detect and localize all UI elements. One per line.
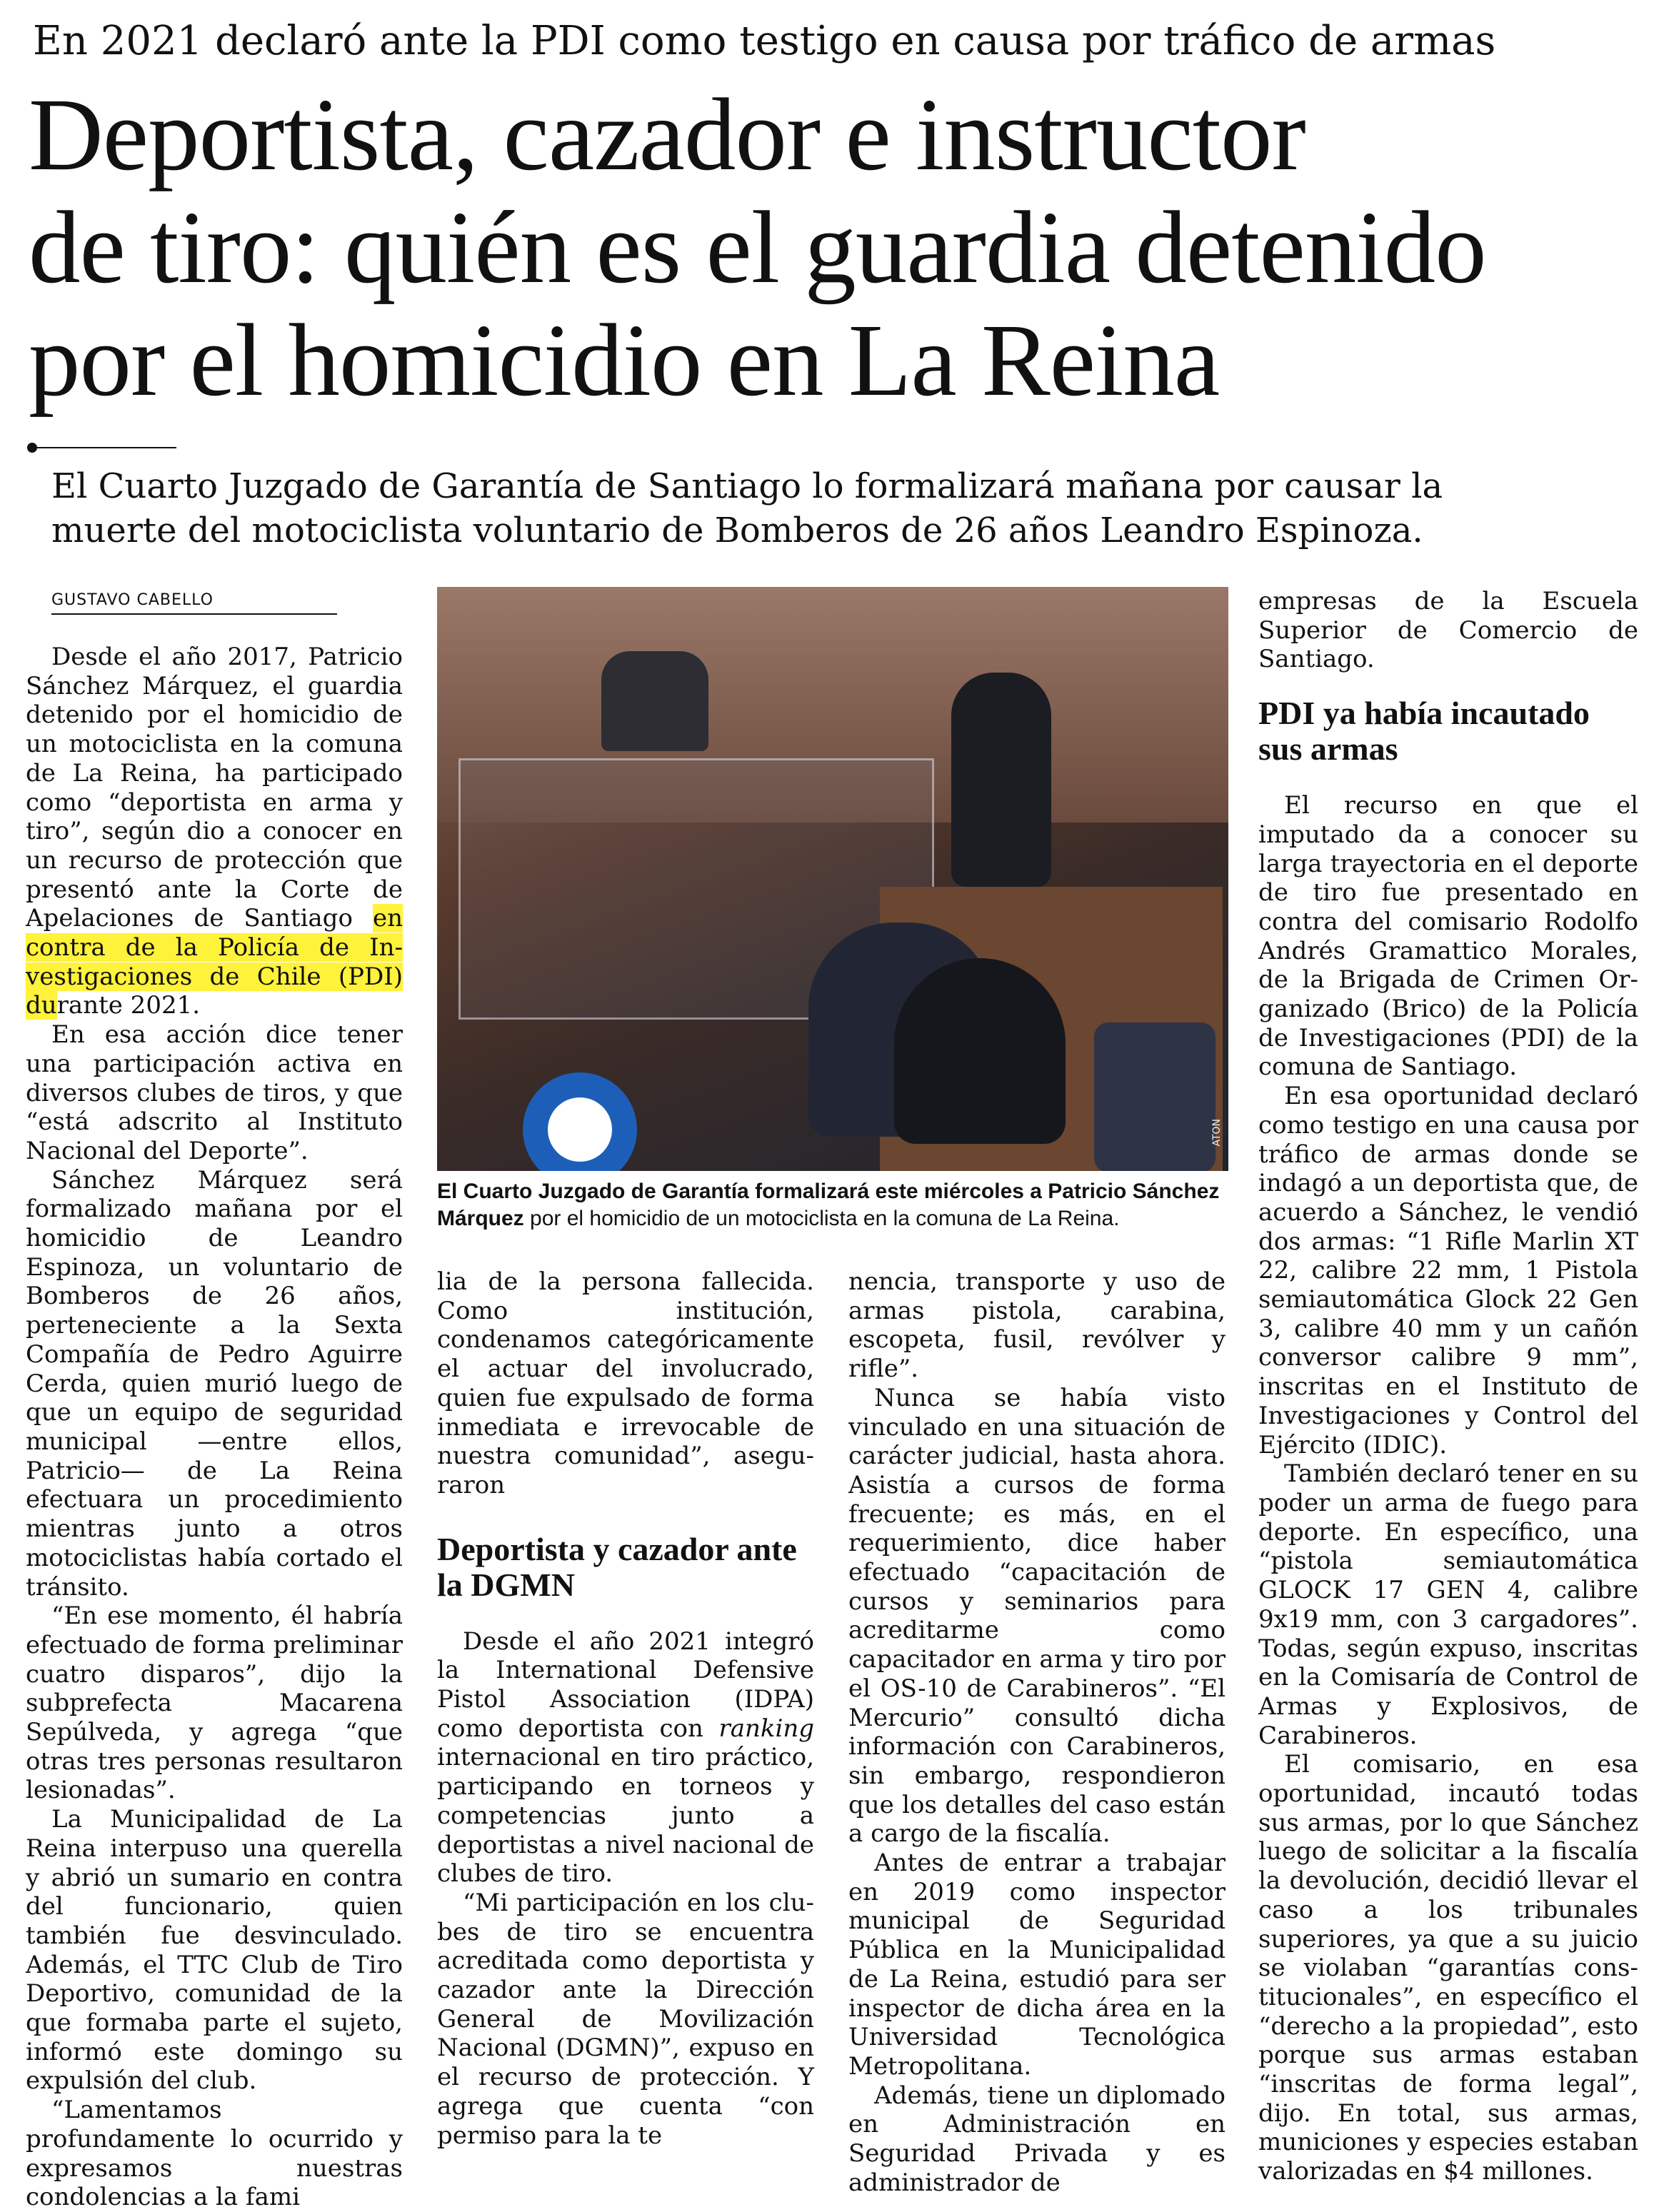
photo-credit: ATON bbox=[1211, 1119, 1223, 1147]
paragraph: El recurso en que el imputado da a conocer su larga trayectoria en el deporte de tiro fue presentado en contra del comisario Rodolfo Andrés Gramattico Morales, de la Brigada de Crimen Organizado (Brico) de la Policía de Investigaciones (PDI) de la comuna de Santiago. bbox=[1258, 791, 1638, 1082]
caption-bold: El Cuarto Juzgado de Garantía formalizará este miércoles a Patricio Sánchez Márquez bbox=[437, 1180, 1220, 1230]
paragraph: Antes de entrar a trabajar en 2019 como inspector municipal de Seguridad Pública en la Municipalidad de La Reina, estudió para ser inspector de dicha área en la Universidad Tecnológica Metropolitana. bbox=[848, 1849, 1226, 2081]
headline bbox=[29, 79, 1657, 417]
deck-line: El Cuarto Juzgado de Garantía de Santiago lo formalizará mañana por causar la bbox=[51, 466, 1443, 506]
caption-text: por el homicidio de un motociclista en la comuna de La Reina. bbox=[523, 1207, 1120, 1230]
kicker: En 2021 declaró ante la PDI como testigo en causa por tráfico de armas bbox=[33, 18, 1496, 64]
section-heading: Deportista y cazador ante la DGMN bbox=[437, 1530, 797, 1603]
rule-line bbox=[37, 447, 176, 448]
text-run: Desde el año 2021 integró la International Defensive Pistol Association (IDPA) como deportista con bbox=[437, 1627, 814, 1743]
paragraph: empresas de la Escuela Superior de Comercio de Santiago. bbox=[1258, 587, 1638, 674]
article-column-1 bbox=[26, 643, 403, 2212]
deck bbox=[51, 464, 1651, 553]
article-column-2 bbox=[437, 1267, 814, 2150]
paragraph bbox=[437, 1627, 814, 1889]
paragraph bbox=[26, 643, 403, 1020]
photo-sign-inner bbox=[548, 1097, 612, 1162]
text-run: rante 2021. bbox=[56, 991, 201, 1020]
text-run: internacional en tiro práctico, participando en torneos y competencias junto a deportistas a nivel nacional de clubes de tiro. bbox=[437, 1743, 814, 1889]
photo-judge bbox=[601, 651, 708, 751]
photo-officer bbox=[951, 673, 1051, 887]
headline-line: por el homicidio en La Reina bbox=[29, 303, 1220, 418]
paragraph: lia de la persona fallecida. Como institución, condenamos categóricamente el actuar del involucrado, quien fue expulsado de forma inmediata e irrevocable de nuestra comunidad”, aseguraron bbox=[437, 1267, 814, 1499]
rule-dot bbox=[27, 443, 37, 453]
paragraph: El comisario, en esa oportunidad, incautó todas sus armas, por lo que Sánchez luego de solicitar a la fiscalía la devolución, decidió llevar el caso a los tribunales superiores, ya que a su juicio se violaban “garantías constitucionales”, en específico el “derecho a la propiedad”, esto porque sus armas estaban “inscritas de forma legal”, dijo. En total, sus armas, municiones y especies estaban valorizadas en $4 millones. bbox=[1258, 1750, 1638, 2186]
section-heading: PDI ya había incautado sus armas bbox=[1258, 695, 1590, 768]
paragraph: Nunca se había visto vinculado en una situación de carácter judicial, hasta ahora. Asistía a cursos de forma frecuente; es más, en el requerimiento, dice haber efectuado “capacitación de cursos y seminarios para acreditarme como capacitador en arma y tiro por el OS-10 de Carabineros”. “El Mercurio” consultó dicha información con Carabineros, sin embargo, respondieron que los detalles del caso están a cargo de la fiscalía. bbox=[848, 1383, 1226, 1849]
headline-line: de tiro: quién es el guardia detenido bbox=[29, 191, 1486, 305]
paragraph: Sánchez Márquez será formalizado mañana por el homicidio de Leandro Espinoza, un voluntario de Bomberos de 26 años, perteneciente a la Sexta Compañía de Pedro Aguirre Cerda, quien murió luego de que un equipo de seguridad municipal —entre ellos, Patricio— de La Reina efectuara un procedimiento mientras junto a otros motociclistas había cortado el tránsito. bbox=[26, 1165, 403, 1602]
paragraph: “Lamentamos profundamente lo ocurrido y expresamos nuestras condolencias a la fami bbox=[26, 2096, 403, 2212]
headline-line: Deportista, cazador e instructor bbox=[29, 78, 1305, 192]
paragraph: También declaró tener en su poder un arma de fuego para deporte. En específico, una “pistola semiautomática GLOCK 17 GEN 4, calibre 9x19 mm, con 3 cargadores”. Todas, según expuso, inscritas en la Comisaría de Control de Armas y Explosivos, de Carabineros. bbox=[1258, 1459, 1638, 1750]
paragraph: En esa acción dice tener una participación activa en diversos clubes de tiros, y que “está adscrito al Instituto Nacional del Deporte”. bbox=[26, 1020, 403, 1165]
paragraph: La Municipalidad de La Reina interpuso una querella y abrió un sumario en contra del funcionario, quien también fue desvinculado. Además, el TTC Club de Tiro Deportivo, comunidad de la que formaba parte el sujeto, informó este domingo su expulsión del club. bbox=[26, 1805, 403, 2096]
deck-line: muerte del motociclista voluntario de Bomberos de 26 años Leandro Espinoza. bbox=[51, 511, 1423, 551]
photo-caption bbox=[437, 1178, 1230, 1232]
paragraph: “Mi participación en los clubes de tiro se encuentra acreditada como deportista y cazador ante la Dirección General de Movilización Nacional (DGMN)”, expuso en el recurso de protección. Y agrega que cuenta “con permiso para la te bbox=[437, 1888, 814, 2150]
paragraph: “En ese momento, él habría efectuado de forma preliminar cuatro disparos”, dijo la subprefecta Macarena Sepúlveda, y agrega “que otras tres personas resultaron lesionadas”. bbox=[26, 1602, 403, 1805]
paragraph: Además, tiene un diplomado en Administración en Seguridad Privada y es administrador de bbox=[848, 2081, 1226, 2197]
paragraph: nencia, transporte y uso de armas pistola, carabina, escopeta, fusil, revólver y rifle”. bbox=[848, 1267, 1226, 1384]
photo-chair bbox=[1094, 1022, 1216, 1171]
text-run: Desde el año 2017, Patricio Sánchez Márquez, el guardia detenido por el homicidio de un motociclista en la comuna de La Reina, ha participado como “deportista en arma y tiro”, según dio a conocer en un recurso de protección que presentó ante la Corte de Apelaciones de Santiago bbox=[26, 643, 403, 933]
highlighted-text: en contra de la Policía de Investigaciones de Chile (PDI) du bbox=[26, 904, 403, 1020]
courtroom-photo bbox=[437, 587, 1228, 1171]
article-column-4 bbox=[1258, 587, 1638, 2186]
italic-text: ranking bbox=[718, 1714, 814, 1743]
photo-lawyer bbox=[894, 958, 1066, 1144]
paragraph: En esa oportunidad declaró como testigo en una causa por tráfico de armas donde se indagó a un deportista que, de acuerdo a Sánchez, le vendió dos armas: “1 Rifle Marlin XT 22, calibre 22 mm, 1 Pistola semiautomática Glock 22 Gen 3, calibre 40 mm y un cañón conversor calibre 9 mm”, inscritas en el Instituto de Investigaciones y Control del Ejército (IDIC). bbox=[1258, 1082, 1638, 1459]
byline: GUSTAVO CABELLO bbox=[51, 591, 337, 615]
article-column-3 bbox=[848, 1267, 1226, 2198]
